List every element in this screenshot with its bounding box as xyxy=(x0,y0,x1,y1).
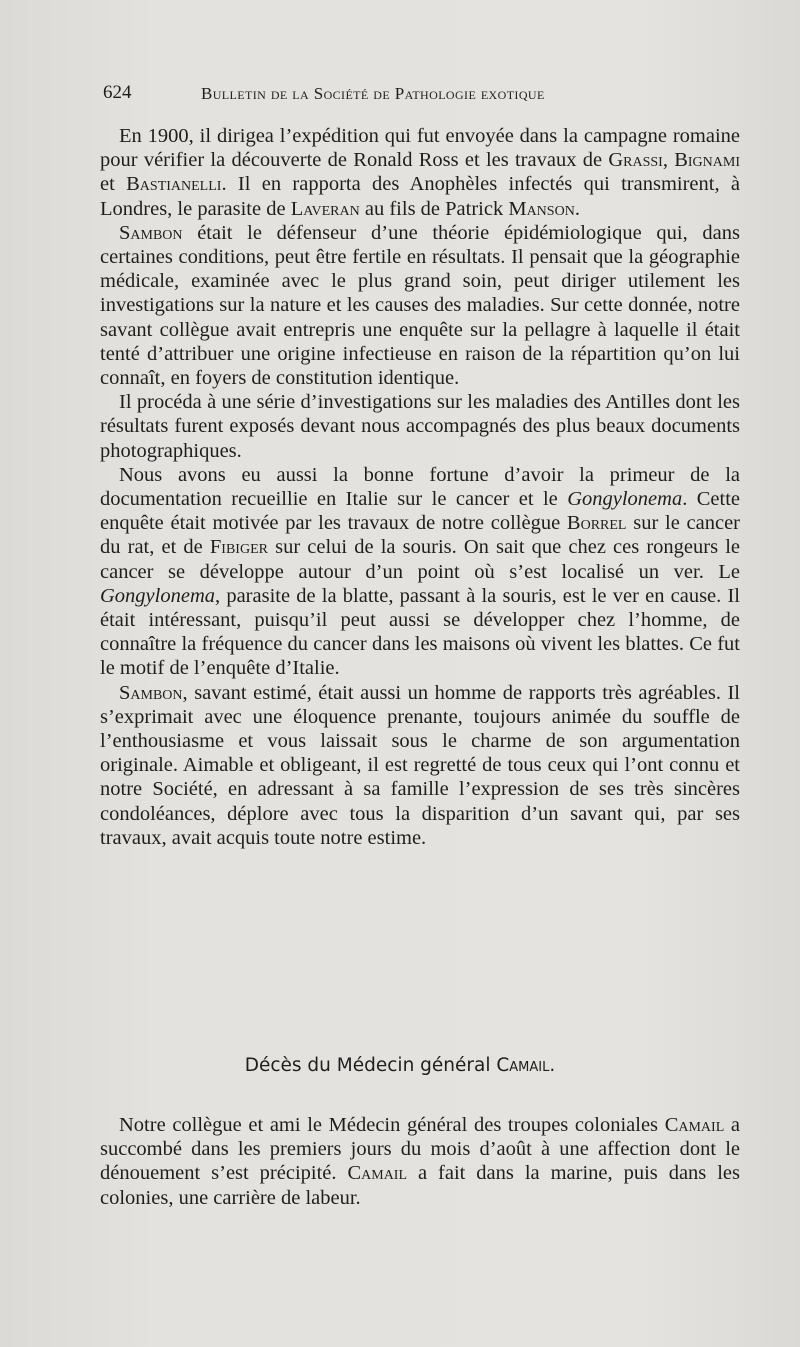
text-run: . Cette enquête était motivée par les travaux de notre collègue xyxy=(100,488,741,535)
text-run: a succombé dans les premiers jours du mois d’août à une affection dont le dénouement s’est précipité. xyxy=(100,1114,740,1185)
person-name: Grassi xyxy=(608,149,663,172)
person-name: Camail xyxy=(347,1162,408,1185)
person-name: Laveran xyxy=(290,197,360,220)
section-heading xyxy=(100,1055,700,1076)
text-run: , xyxy=(662,149,675,172)
text-run: au fils de Patrick xyxy=(359,197,509,220)
text-run: et xyxy=(100,173,127,196)
text-run: En 1900, il dirigea l’expédition qui fut envoyée dans la campagne romaine pour vérifier la découverte de Ronald Ross et les travaux de xyxy=(100,125,740,172)
paragraph-1 xyxy=(100,124,740,221)
person-name: Bignami xyxy=(674,149,740,172)
paragraph-5 xyxy=(100,681,740,850)
text-run: sur celui de la souris. On sait que chez ces rongeurs le cancer se développe autour d’un point où s’est localisé un ver. Le xyxy=(100,536,741,583)
paragraph-3 xyxy=(100,390,740,463)
person-name: Manson xyxy=(508,197,575,220)
paragraph-4 xyxy=(100,463,740,681)
person-name: Sambon xyxy=(119,221,183,244)
text-run: était le défenseur d’une théorie épidémiologique qui, dans certaines conditions, peut être fertile en résultats. Il pensait que la géographie médicale, examinée avec le plus grand soin, peut diriger utilement les investigations sur la nature et les causes des maladies. Sur cette donnée, notre savant collègue avait entrepris une enquête sur la pellagre à laquelle il était tenté d’attribuer une origine infectieuse en raison de la répartition qu’on lui connaît, en foyers de constitution identique. xyxy=(100,221,740,390)
species-name: Gongylonema xyxy=(567,488,683,511)
person-name: Camail xyxy=(496,1055,550,1076)
text-run: , savant estimé, était aussi un homme de rapports très agréables. Il s’exprimait avec une éloquence prenante, toujours animée du souffle de l’enthousiasme et vous laissait sous le charme de son argumentation originale. Aimable et obligeant, il est regretté de tous ceux qui l’ont connu et notre Société, en adressant à sa famille l’expression de ses très sincères condoléances, déplore avec tous la disparition d’un savant qui, par ses travaux, avait acquis toute notre estime. xyxy=(100,681,740,849)
text-run: Nous avons eu aussi la bonne fortune d’avoir la primeur de la documentation recueillie en Italie sur le cancer et le xyxy=(100,463,740,511)
text-run: sur le cancer du rat, et de xyxy=(100,512,740,559)
text-run: Notre collègue et ami le Médecin général des troupes coloniales xyxy=(119,1114,665,1136)
text-run: . Il en rapporta des Anophèles infectés qui transmirent, à Londres, le parasite de xyxy=(100,173,741,220)
obituary-body xyxy=(100,1113,740,1210)
article-body xyxy=(100,124,740,850)
heading-text: . xyxy=(549,1055,556,1076)
page-header xyxy=(103,82,643,110)
page-number: 624 xyxy=(103,82,132,103)
running-title: Bulletin de la Société de Pathologie exotique xyxy=(201,84,545,103)
person-name: Camail xyxy=(664,1114,725,1136)
heading-text: Décès du Médecin général xyxy=(244,1055,497,1076)
paragraph-2 xyxy=(100,221,740,390)
person-name: Fibiger xyxy=(209,536,268,559)
species-name: Gongylonema xyxy=(100,584,216,607)
text-run: . xyxy=(574,197,580,220)
person-name: Sambon xyxy=(119,681,183,704)
text-run: , parasite de la blatte, passant à la souris, est le ver en cause. Il était intéressant, puisqu’il peut aussi se développer chez l’homme, de connaître la fréquence du cancer dans les maisons où vivent les blattes. Ce fut le motif de l’enquête d’Italie. xyxy=(100,584,740,680)
paragraph-6 xyxy=(100,1113,740,1210)
text-run: Il procéda à une série d’investigations sur les maladies des Antilles dont les résultats furent exposés devant nous accompagnés des plus beaux documents photographiques. xyxy=(100,391,740,462)
person-name: Bastianelli xyxy=(126,173,222,196)
text-run: a fait dans la marine, puis dans les colonies, une carrière de labeur. xyxy=(100,1162,740,1209)
person-name: Borrel xyxy=(566,512,627,535)
